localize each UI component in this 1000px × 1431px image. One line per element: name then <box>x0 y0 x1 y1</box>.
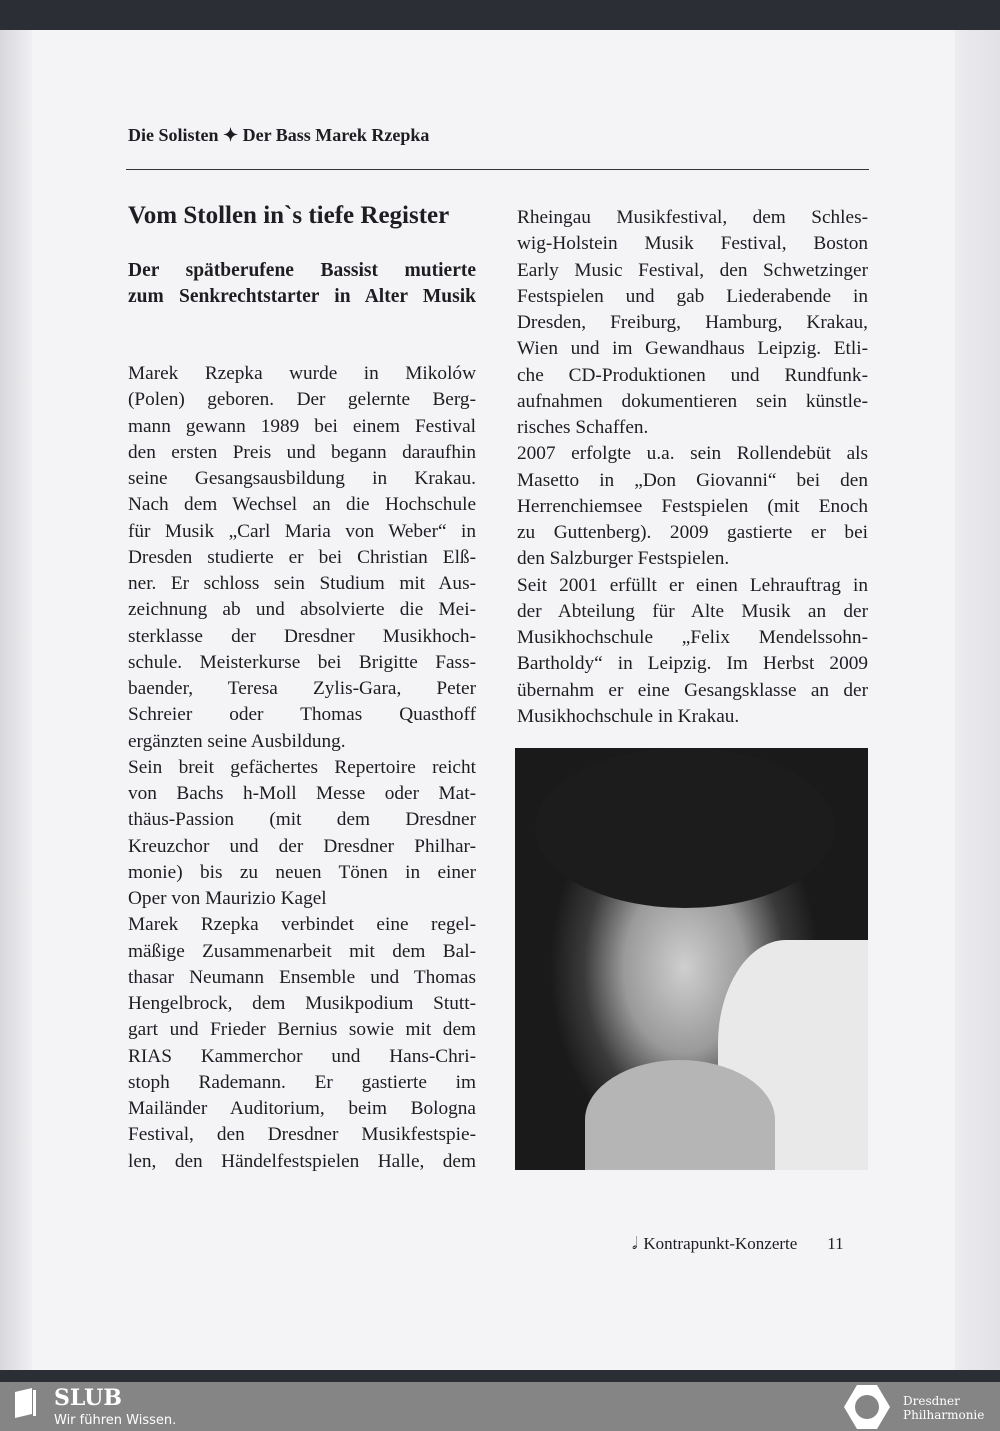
text-line: Nach dem Wechsel an die Hochschule <box>128 494 476 516</box>
article-title: Vom Stollen in`s tiefe Register <box>128 202 450 229</box>
text-line: schule. Meisterkurse bei Brigitte Fass- <box>128 651 476 673</box>
text-line: Hengelbrock, dem Musikpodium Stutt- <box>128 993 476 1014</box>
text-line: Musikhochschule „Felix Mendelssohn- <box>517 627 868 648</box>
facing-page-edge <box>955 30 1000 1370</box>
subtitle-line: Der spätberufene Bassist mutierte <box>128 260 476 281</box>
text-line: aufnahmen dokumentieren sein künstle- <box>517 390 868 412</box>
text-line: von Bachs h-Moll Messe oder Mat- <box>128 783 476 804</box>
text-line: risches Schaffen. <box>517 417 649 438</box>
series-name: Kontrapunkt-Konzerte <box>643 1234 798 1253</box>
slub-brand[interactable]: SLUB <box>54 1385 122 1411</box>
photo-hand <box>585 1060 775 1170</box>
subtitle-line: zum Senkrechtstarter in Alter Musik <box>128 286 476 308</box>
photo-hair <box>535 748 835 908</box>
page-footer <box>632 1234 844 1254</box>
text-line: RIAS Kammerchor und Hans-Chri- <box>128 1045 476 1067</box>
text-line: Schreier oder Thomas Quasthoff <box>128 704 476 726</box>
text-line: wig-Holstein Musik Festival, Boston <box>517 233 868 255</box>
portrait-photo <box>515 748 868 1170</box>
text-line: Festival, den Dresdner Musikfestspie- <box>128 1124 476 1146</box>
text-line: mann gewann 1989 bei einem Festival <box>128 415 476 437</box>
text-line: Dresden, Freiburg, Hamburg, Krakau, <box>517 312 868 333</box>
text-line: Sein breit gefächertes Repertoire reicht <box>128 756 476 778</box>
text-line: Marek Rzepka verbindet eine regel- <box>128 914 476 936</box>
text-line: für Musik „Carl Maria von Weber“ in <box>128 520 476 542</box>
text-line: der Abteilung für Alte Musik an der <box>517 600 868 622</box>
article-subtitle <box>128 258 476 311</box>
text-line: Musikhochschule in Krakau. <box>517 705 740 727</box>
header-rule <box>126 169 869 170</box>
text-line: Early Music Festival, den Schwetzinger <box>517 259 868 281</box>
viewer-footer-bar <box>0 1382 1000 1431</box>
text-line: seine Gesangsausbildung in Krakau. <box>128 468 476 489</box>
brand-line: Philharmonie <box>903 1408 985 1422</box>
text-line: Oper von Maurizio Kagel <box>128 888 327 909</box>
half-note-icon: 𝅗𝅥 <box>632 1234 638 1253</box>
text-line: Rheingau Musikfestival, dem Schles- <box>517 207 868 228</box>
running-head: Die Solisten ✦ Der Bass Marek Rzepka <box>128 125 430 145</box>
text-line: stoph Rademann. Er gastierte im <box>128 1071 476 1093</box>
text-line: mäßige Zusammenarbeit mit dem Bal- <box>128 940 476 962</box>
slub-tagline: Wir führen Wissen. <box>54 1413 177 1428</box>
page-edge <box>0 30 32 1370</box>
text-line: ergänzten seine Ausbildung. <box>128 730 346 752</box>
left-column <box>128 361 476 1175</box>
text-line: Masetto in „Don Giovanni“ bei den <box>517 469 868 491</box>
text-line: Dresden studierte er bei Christian Elß- <box>128 546 476 568</box>
text-line: den ersten Preis und begann daraufhin <box>128 441 476 463</box>
text-line: zeichnung ab und absolvierte die Mei- <box>128 599 476 621</box>
text-line: Mailänder Auditorium, beim Bologna <box>128 1098 476 1119</box>
text-line: Bartholdy“ in Leipzig. Im Herbst 2009 <box>517 653 868 675</box>
text-line: thäus-Passion (mit dem Dresdner <box>128 809 476 831</box>
philharmonie-brand[interactable] <box>903 1394 984 1422</box>
text-line: übernahm er eine Gesangsklasse an der <box>517 679 868 701</box>
slub-book-icon[interactable] <box>12 1388 38 1418</box>
text-line: den Salzburger Festspielen. <box>517 548 730 570</box>
text-line: baender, Teresa Zylis-Gara, Peter <box>128 678 476 699</box>
text-line: che CD-Produktionen und Rundfunk- <box>517 364 868 386</box>
text-line: (Polen) geboren. Der gelernte Berg- <box>128 389 476 411</box>
text-line: Festspielen und gab Liederabende in <box>517 285 868 307</box>
text-line: zu Guttenberg). 2009 gastierte er bei <box>517 522 868 543</box>
text-line: monie) bis zu neuen Tönen in einer <box>128 861 476 883</box>
text-line: gart und Frieder Bernius sowie mit dem <box>128 1019 476 1041</box>
text-line: thasar Neumann Ensemble und Thomas <box>128 966 476 988</box>
text-line: 2007 erfolgte u.a. sein Rollendebüt als <box>517 443 868 465</box>
page-number: 11 <box>827 1234 844 1253</box>
text-line: ner. Er schloss sein Studium mit Aus- <box>128 573 476 594</box>
text-line: len, den Händelfestspielen Halle, dem <box>128 1150 476 1172</box>
text-line: Marek Rzepka wurde in Mikolów <box>128 363 476 384</box>
brand-line: Dresdner <box>903 1394 960 1408</box>
text-line: Kreuzchor und der Dresdner Philhar- <box>128 835 476 857</box>
text-line: Seit 2001 erfüllt er einen Lehrauftrag in <box>517 574 868 596</box>
right-column <box>517 205 868 730</box>
text-line: Wien und im Gewandhaus Leipzig. Etli- <box>517 338 868 360</box>
text-line: sterklasse der Dresdner Musikhoch- <box>128 625 476 647</box>
philharmonie-logo-icon[interactable] <box>843 1384 891 1430</box>
text-line: Herrenchiemsee Festspielen (mit Enoch <box>517 495 868 517</box>
